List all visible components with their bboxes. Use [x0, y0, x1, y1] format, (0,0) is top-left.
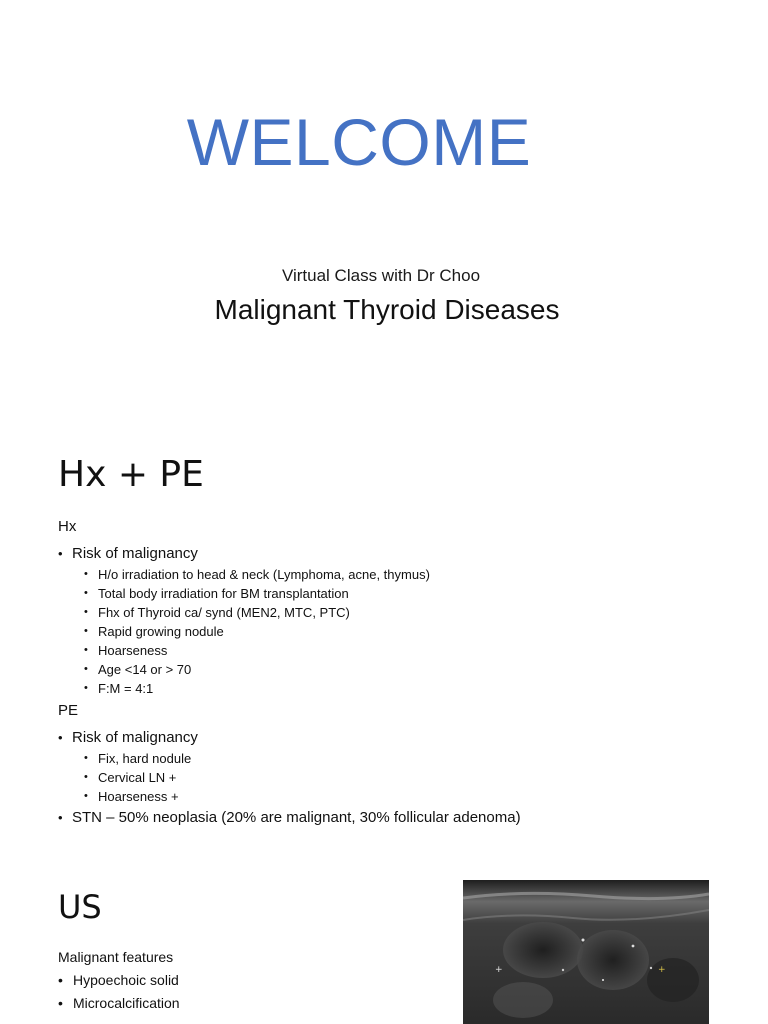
sub-list-item: [58, 584, 738, 603]
sub-list-item-text: H/o irradiation to head & neck (Lymphoma, acne, thymus): [98, 567, 430, 582]
sub-list-item-text: Fix, hard nodule: [98, 751, 192, 766]
bullet-icon: •: [58, 810, 63, 825]
slide-content: [58, 946, 438, 1015]
sub-list-item: [58, 787, 738, 806]
svg-text:+: +: [658, 965, 666, 975]
sub-list-item: [58, 565, 738, 584]
bullet-icon: •: [58, 730, 63, 745]
sub-list-item-text: Hoarseness: [98, 643, 168, 658]
bullet-icon: •: [84, 663, 88, 675]
pe-label: PE: [58, 702, 79, 719]
bullet-icon: •: [58, 995, 63, 1011]
ultrasound-image: [463, 880, 709, 1024]
sub-list-item: [58, 641, 738, 660]
sub-list-item: [58, 749, 738, 768]
sub-list-item: [58, 660, 738, 679]
bullet-icon: •: [84, 790, 88, 802]
bullet-icon: •: [84, 587, 88, 599]
list-item: [58, 806, 738, 829]
bullet-icon: •: [84, 625, 88, 637]
slide-welcome: [0, 0, 768, 420]
bullet-icon: •: [84, 752, 88, 764]
bullet-icon: •: [84, 682, 88, 694]
features-caption: Malignant features: [58, 949, 174, 965]
list-item-text: Hypoechoic solid: [73, 972, 179, 988]
slide-title: US: [58, 888, 102, 926]
welcome-title: WELCOME: [186, 105, 532, 179]
slide-content: [58, 516, 738, 829]
list-item-text: STN – 50% neoplasia (20% are malignant, 30% follicular adenoma): [72, 809, 521, 826]
bullet-icon: •: [84, 771, 88, 783]
sub-list-item: [58, 768, 738, 787]
list-item: [58, 969, 438, 992]
sub-list-item-text: Cervical LN +: [98, 770, 177, 785]
sub-list-item-text: Rapid growing nodule: [98, 624, 224, 639]
sub-list-item-text: Age <14 or > 70: [98, 662, 192, 677]
bullet-icon: •: [84, 606, 88, 618]
bullet-icon: •: [84, 644, 88, 656]
sub-list-item-text: Hoarseness +: [98, 789, 179, 804]
hx-label: Hx: [58, 518, 77, 535]
class-subtitle: Virtual Class with Dr Choo: [281, 266, 481, 285]
topic-title: Malignant Thyroid Diseases: [214, 294, 560, 325]
bullet-icon: •: [58, 972, 63, 988]
list-item: [58, 542, 738, 565]
sub-list-item: [58, 603, 738, 622]
sub-list-item-text: Total body irradiation for BM transplantation: [98, 586, 349, 601]
list-item-text: Risk of malignancy: [72, 729, 198, 746]
slide-us: [0, 870, 768, 1024]
list-item-text: Risk of malignancy: [72, 545, 198, 562]
svg-text:+: +: [495, 965, 503, 975]
list-item-text: Microcalcification: [73, 995, 180, 1011]
bullet-icon: •: [84, 568, 88, 580]
list-item: [58, 992, 438, 1015]
sub-list-item-text: F:M = 4:1: [98, 681, 154, 696]
slide-title: Hx + PE: [58, 454, 204, 495]
slide-hx-pe: [0, 440, 768, 860]
sub-list-item-text: Fhx of Thyroid ca/ synd (MEN2, MTC, PTC): [98, 605, 350, 620]
list-item: [58, 726, 738, 749]
bullet-icon: •: [58, 546, 63, 561]
sub-list-item: [58, 622, 738, 641]
sub-list-item: [58, 679, 738, 698]
